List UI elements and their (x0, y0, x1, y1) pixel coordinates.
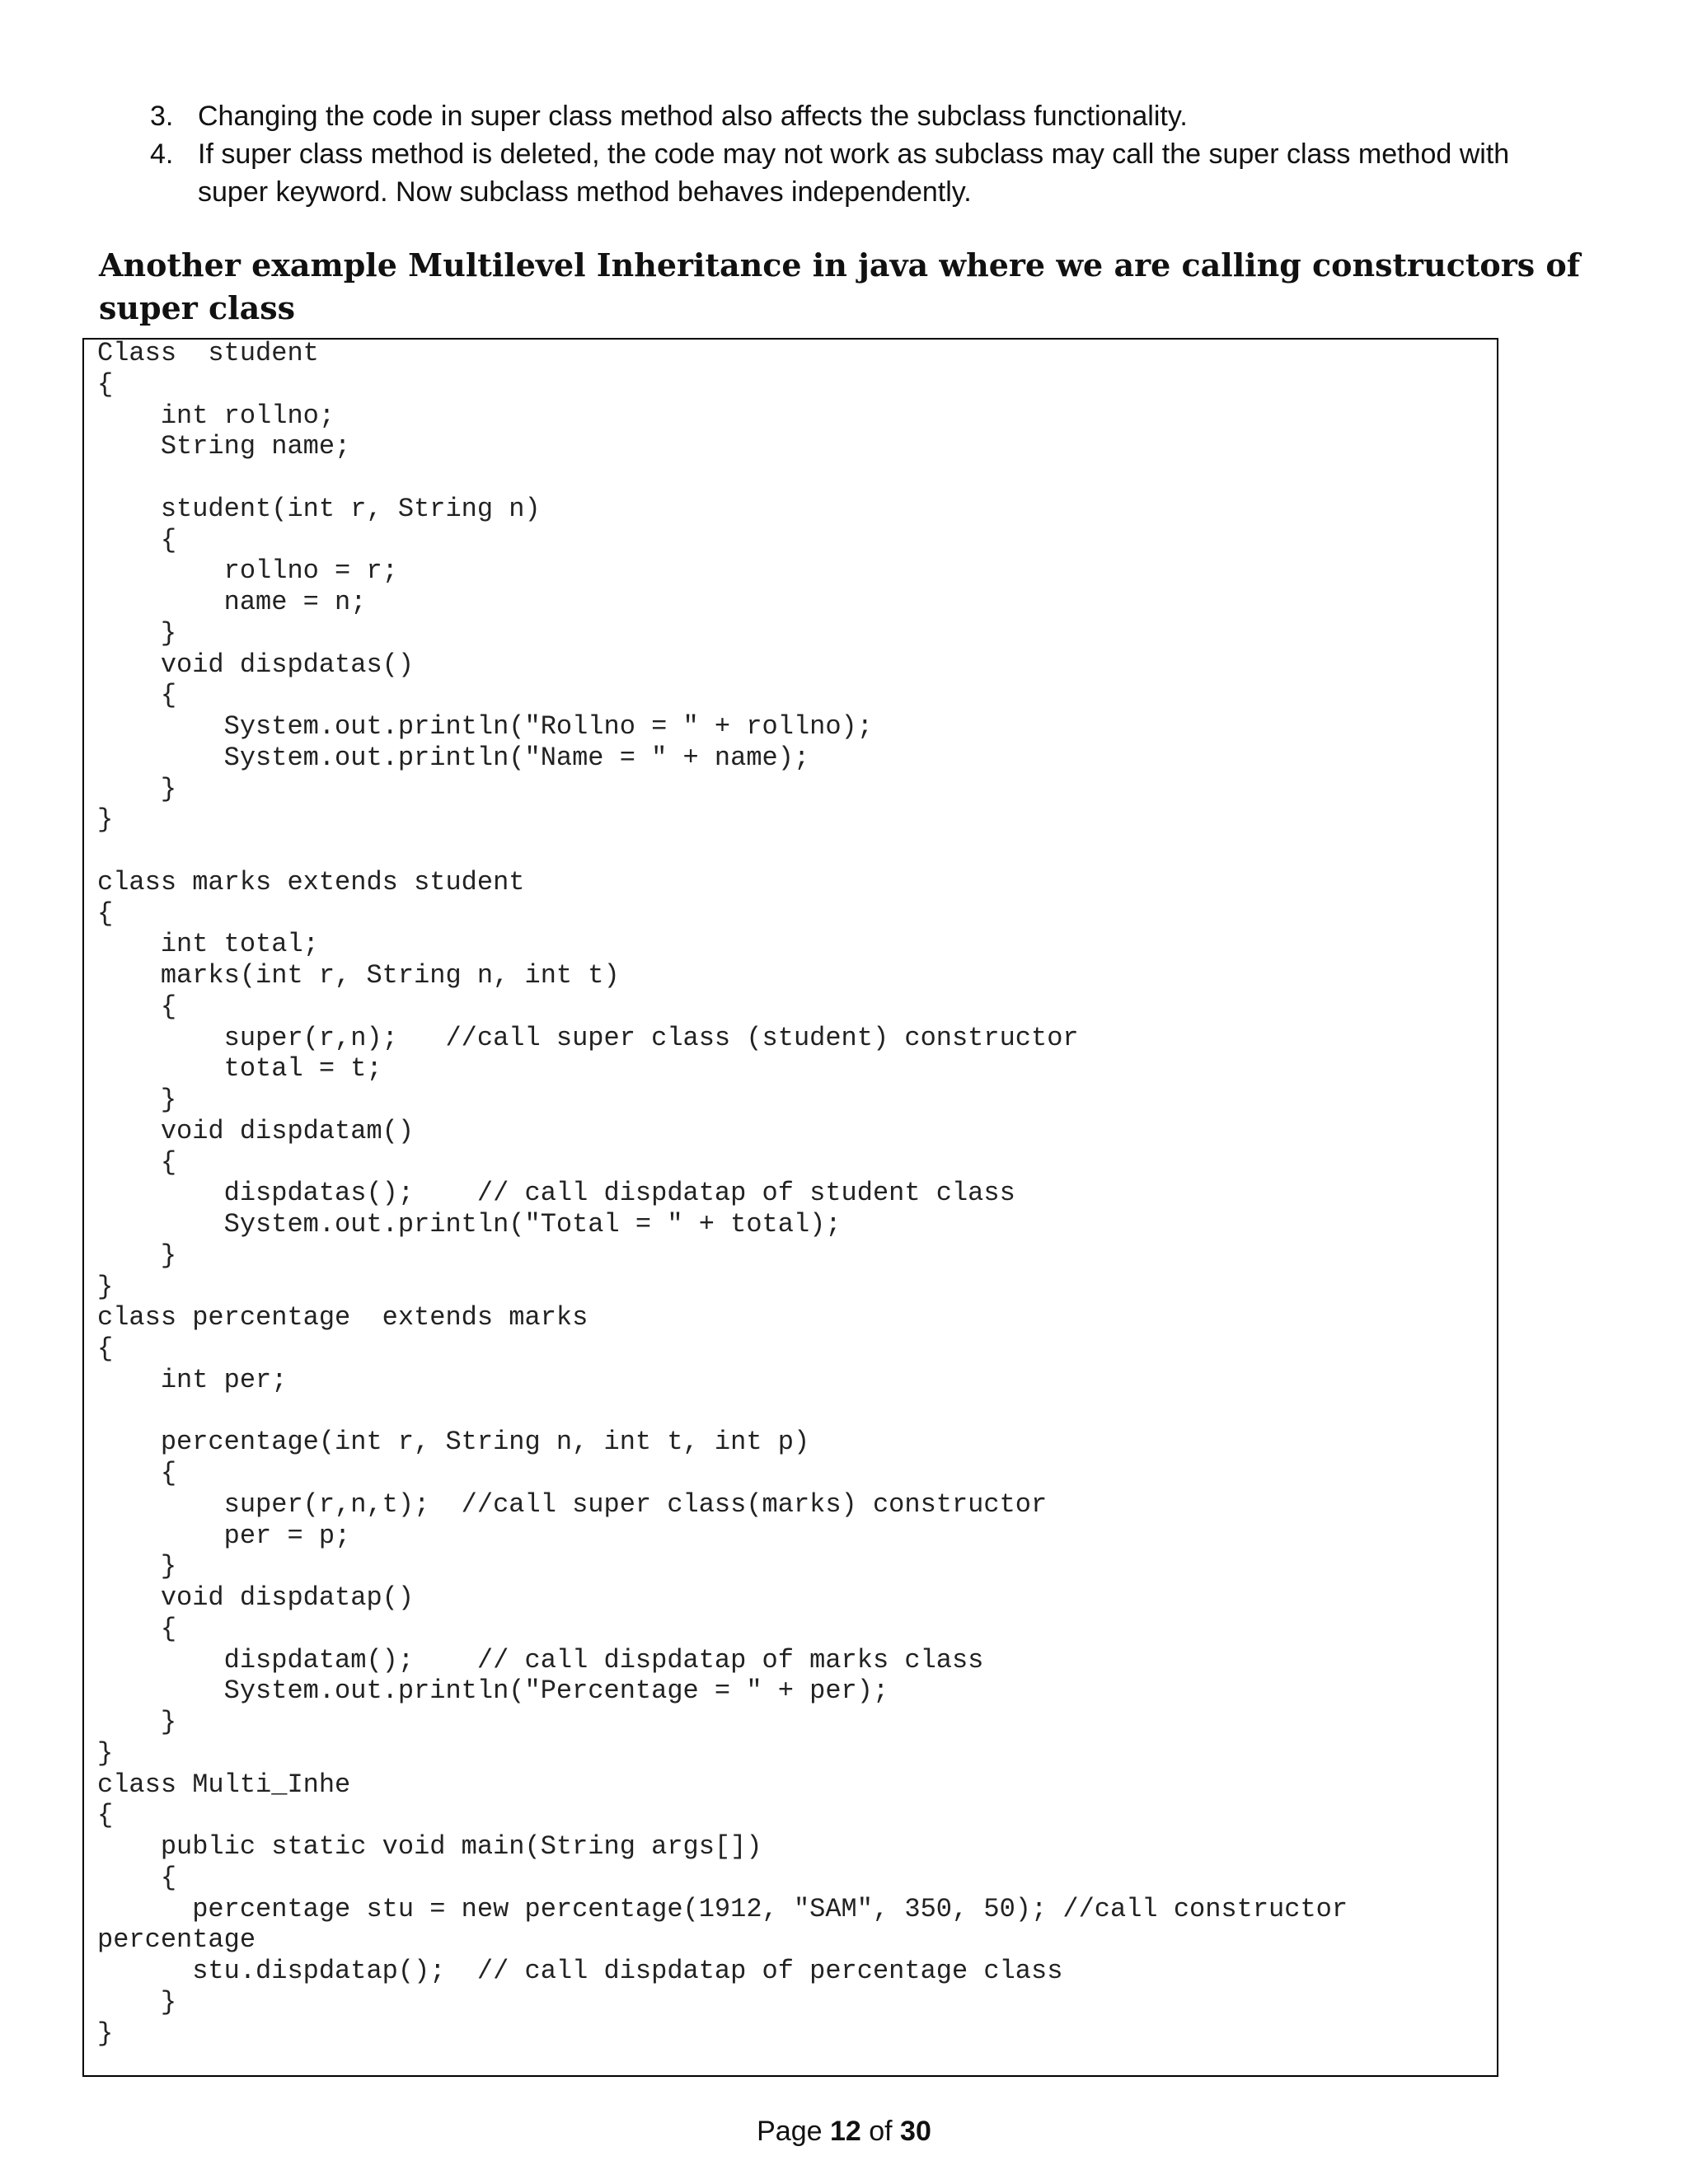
code-line: } (97, 2018, 114, 2049)
list-item-text: Changing the code in super class method also affects the subclass functionality. (198, 101, 1188, 132)
code-line: } (97, 1551, 177, 1582)
code-line: dispdatas(); // call dispdatap of student class (97, 1178, 1015, 1209)
code-line: } (97, 1240, 177, 1271)
code-line: public static void main(String args[]) (97, 1831, 762, 1862)
code-line: class marks extends student (97, 866, 525, 898)
code-line: { (97, 991, 177, 1022)
current-page-number: 12 (829, 2116, 861, 2147)
list-item-number: 3. (150, 101, 174, 132)
code-line: { (97, 898, 114, 929)
total-pages-number: 30 (900, 2116, 931, 2147)
code-line: { (97, 1800, 114, 1831)
code-line: percentage(int r, String n, int t, int p) (97, 1427, 810, 1458)
code-line: super(r,n,t); //call super class(marks) constructor (97, 1488, 1048, 1520)
code-line: int per; (97, 1364, 288, 1395)
code-line: super(r,n); //call super class (student) constructor (97, 1022, 1079, 1053)
code-line: marks(int r, String n, int t) (97, 960, 620, 991)
code-line: per = p; (97, 1520, 351, 1551)
code-line: dispdatam(); // call dispdatap of marks class (97, 1644, 984, 1675)
code-line: System.out.println("Total = " + total); (97, 1209, 842, 1240)
code-line: { (97, 1333, 114, 1364)
code-block (97, 338, 1348, 2049)
code-line: int rollno; (97, 400, 335, 431)
code-line: } (97, 804, 114, 836)
code-line: total = t; (97, 1053, 382, 1085)
code-line: name = n; (97, 587, 367, 617)
numbered-list (140, 97, 1574, 211)
footer-prefix: Page (757, 2116, 830, 2147)
code-line (97, 462, 1348, 494)
code-line: class Multi_Inhe (97, 1769, 351, 1800)
code-line: System.out.println("Rollno = " + rollno); (97, 711, 873, 742)
code-line: class percentage extends marks (97, 1302, 588, 1333)
code-line: } (97, 1986, 177, 2018)
code-line: { (97, 1862, 177, 1893)
list-item-number: 4. (150, 138, 174, 170)
code-line: } (97, 1737, 114, 1769)
code-line (97, 836, 1348, 867)
footer-middle: of (860, 2116, 901, 2147)
code-line: { (97, 1458, 177, 1488)
code-line: { (97, 1146, 177, 1178)
code-line: int total; (97, 929, 319, 960)
list-item (140, 97, 1574, 135)
list-item (140, 135, 1574, 211)
code-line: student(int r, String n) (97, 493, 541, 524)
code-line: } (97, 773, 177, 804)
code-line: void dispdatas() (97, 649, 415, 680)
code-line: { (97, 1613, 177, 1644)
code-line: System.out.println("Name = " + name); (97, 742, 810, 773)
code-line: rollno = r; (97, 555, 398, 587)
code-line: void dispdatam() (97, 1115, 415, 1146)
code-line: percentage (97, 1924, 256, 1956)
code-line: percentage stu = new percentage(1912, "SAM", 350, 50); //call constructor (97, 1893, 1348, 1924)
code-line: } (97, 1085, 177, 1115)
code-line: Class student (97, 338, 319, 368)
code-line: { (97, 368, 114, 400)
code-line: } (97, 1707, 177, 1737)
code-line: void dispdatap() (97, 1582, 415, 1613)
code-line: { (97, 524, 177, 555)
code-line: } (97, 1271, 114, 1302)
code-line: } (97, 617, 177, 649)
list-item-text: If super class method is deleted, the code may not work as subclass may call the super class method with super keyword. Now subclass method behaves independently. (198, 138, 1510, 208)
section-heading: Another example Multilevel Inheritance in java where we are calling constructors of super class (99, 246, 1581, 326)
code-line: stu.dispdatap(); // call dispdatap of percentage class (97, 1956, 1063, 1986)
code-line (97, 1396, 1348, 1427)
code-line: { (97, 680, 177, 711)
code-line: String name; (97, 431, 351, 462)
code-line: System.out.println("Percentage = " + per); (97, 1675, 889, 1707)
page-footer (0, 2113, 1688, 2149)
